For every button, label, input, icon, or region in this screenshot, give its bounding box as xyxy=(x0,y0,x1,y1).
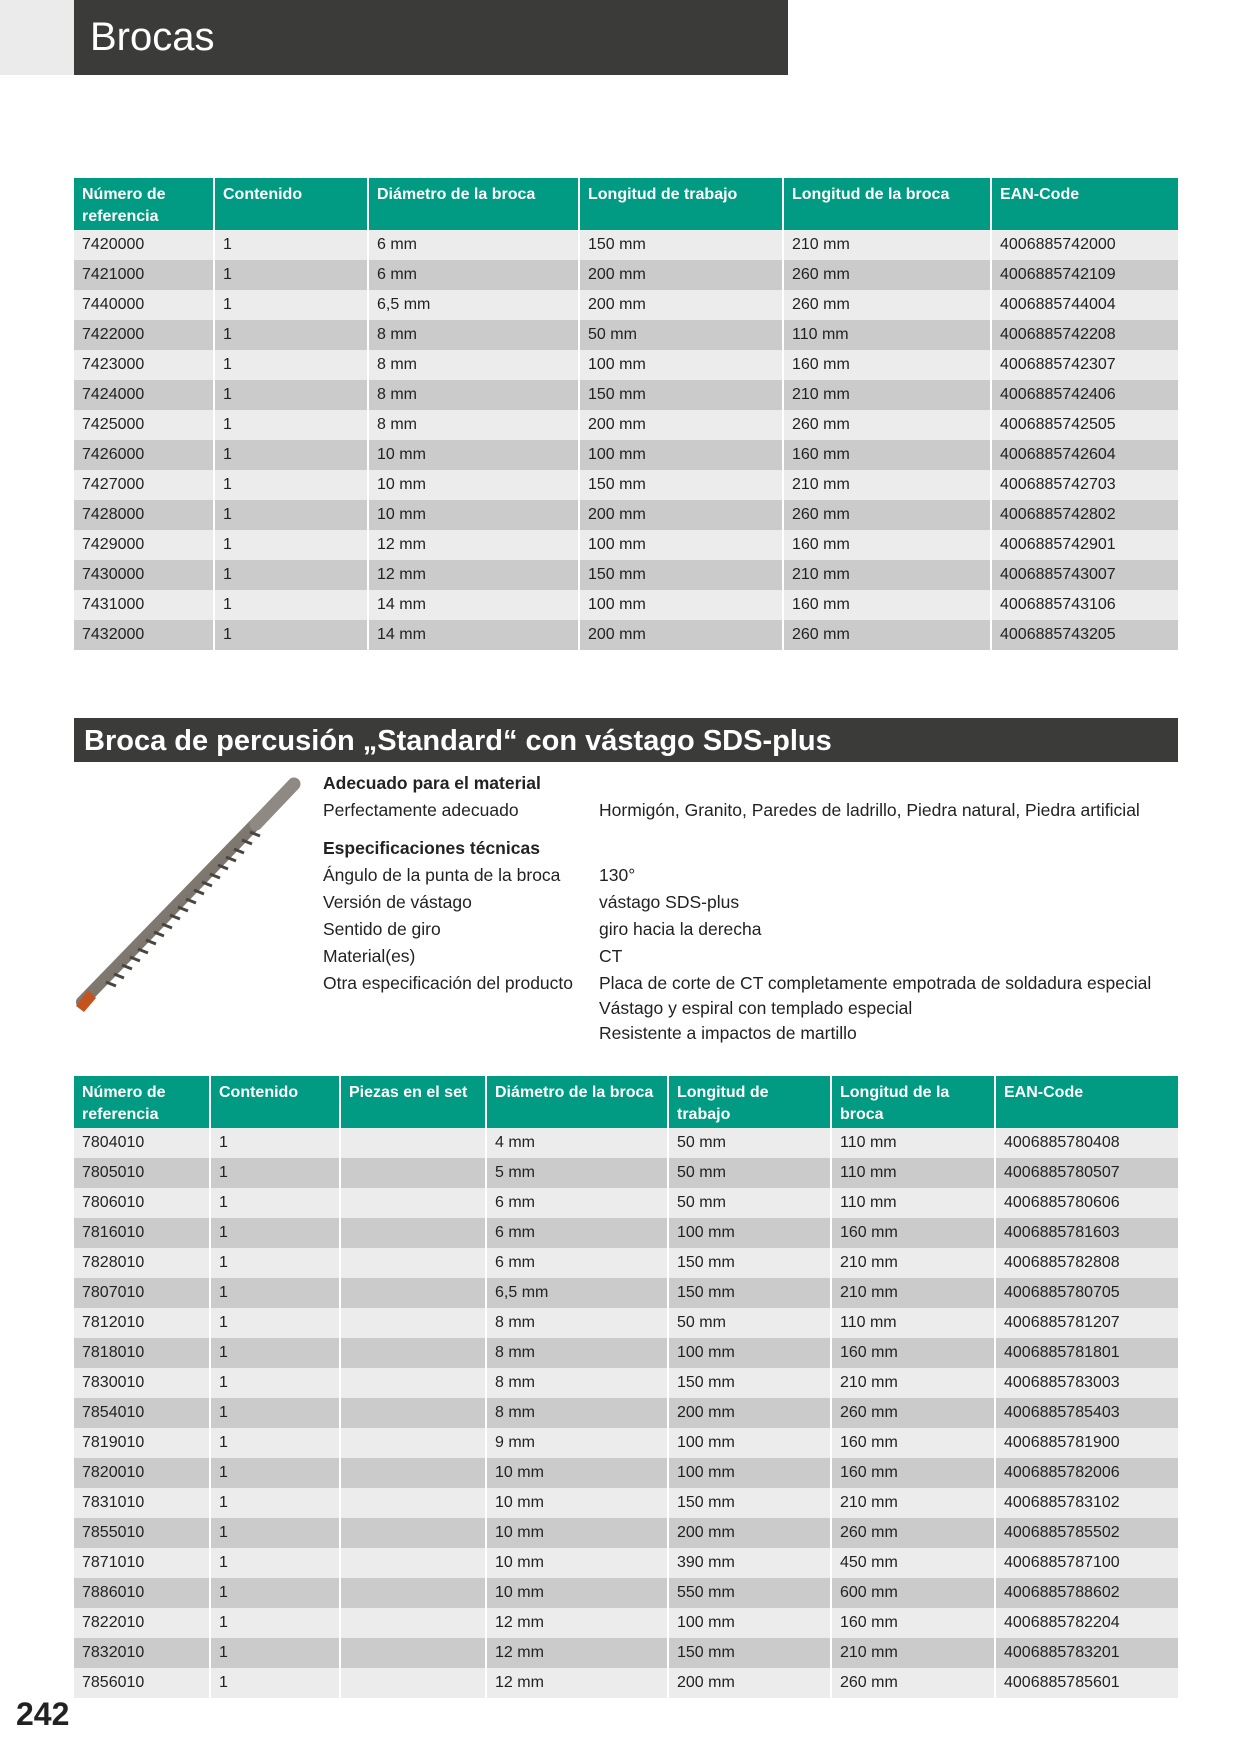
table-cell: 4006885785403 xyxy=(995,1398,1178,1428)
table-cell: 8 mm xyxy=(368,350,579,380)
table-cell: 260 mm xyxy=(831,1398,995,1428)
table-row xyxy=(74,470,1178,500)
table-cell: 260 mm xyxy=(783,290,991,320)
table-row xyxy=(74,350,1178,380)
table-cell: 8 mm xyxy=(486,1338,668,1368)
table-cell: 160 mm xyxy=(831,1218,995,1248)
table-cell xyxy=(340,1368,486,1398)
col-diameter: Diámetro de la broca xyxy=(368,178,579,230)
table-cell: 4006885743007 xyxy=(991,560,1178,590)
table-cell: 4006885785601 xyxy=(995,1668,1178,1698)
table-cell: 8 mm xyxy=(486,1368,668,1398)
table-row xyxy=(74,1158,1178,1188)
table-row xyxy=(74,1338,1178,1368)
table-cell: 4006885788602 xyxy=(995,1578,1178,1608)
table-cell: 210 mm xyxy=(831,1278,995,1308)
table-cell: 1 xyxy=(210,1398,340,1428)
material-heading: Adecuado para el material xyxy=(323,773,541,793)
table-cell: 1 xyxy=(210,1608,340,1638)
table-cell: 200 mm xyxy=(579,410,783,440)
table-cell: 260 mm xyxy=(831,1518,995,1548)
table-cell xyxy=(340,1218,486,1248)
table-cell: 7424000 xyxy=(74,380,214,410)
table-cell: 4006885781801 xyxy=(995,1338,1178,1368)
table-cell: 7818010 xyxy=(74,1338,210,1368)
table-cell: 110 mm xyxy=(831,1308,995,1338)
table-cell: 14 mm xyxy=(368,620,579,650)
table-cell: 10 mm xyxy=(368,500,579,530)
table-cell: 4006885780507 xyxy=(995,1158,1178,1188)
table-row xyxy=(74,1368,1178,1398)
table-row xyxy=(74,1638,1178,1668)
col-content: Contenido xyxy=(214,178,368,230)
table-cell: 1 xyxy=(210,1278,340,1308)
table-cell: 150 mm xyxy=(668,1248,831,1278)
table-cell: 4006885743106 xyxy=(991,590,1178,620)
table-cell: 260 mm xyxy=(831,1668,995,1698)
table-cell: 8 mm xyxy=(486,1308,668,1338)
table-cell: 160 mm xyxy=(783,530,991,560)
table-cell: 6 mm xyxy=(486,1248,668,1278)
table-cell: 260 mm xyxy=(783,500,991,530)
table-cell: 1 xyxy=(210,1488,340,1518)
table-cell: 7804010 xyxy=(74,1128,210,1158)
table-cell: 7820010 xyxy=(74,1458,210,1488)
table-row xyxy=(74,560,1178,590)
table-cell: 7856010 xyxy=(74,1668,210,1698)
col-reference: Número de referencia xyxy=(74,178,214,230)
table-cell: 4006885744004 xyxy=(991,290,1178,320)
table-cell: 210 mm xyxy=(831,1248,995,1278)
table-cell: 4006885742307 xyxy=(991,350,1178,380)
table-cell xyxy=(340,1548,486,1578)
table-cell: 1 xyxy=(214,530,368,560)
table-cell: 100 mm xyxy=(579,530,783,560)
table-cell: 7830010 xyxy=(74,1368,210,1398)
table-cell: 150 mm xyxy=(668,1488,831,1518)
table-cell: 4006885780408 xyxy=(995,1128,1178,1158)
table-cell: 1 xyxy=(214,590,368,620)
table-cell xyxy=(340,1308,486,1338)
table-cell: 7426000 xyxy=(74,440,214,470)
table-cell: 200 mm xyxy=(668,1398,831,1428)
table-cell: 4006885787100 xyxy=(995,1548,1178,1578)
table-cell: 1 xyxy=(210,1188,340,1218)
table-cell: 12 mm xyxy=(486,1668,668,1698)
table-cell: 150 mm xyxy=(579,560,783,590)
col-total-length: Longitud de la broca xyxy=(831,1076,995,1128)
page-title: Brocas xyxy=(74,0,788,75)
table-cell: 1 xyxy=(210,1638,340,1668)
table-cell: 160 mm xyxy=(831,1608,995,1638)
table-cell xyxy=(340,1608,486,1638)
table-cell: 7812010 xyxy=(74,1308,210,1338)
table-row xyxy=(74,1668,1178,1698)
table-cell xyxy=(340,1158,486,1188)
table-cell: 260 mm xyxy=(783,620,991,650)
table-cell xyxy=(340,1638,486,1668)
table-row xyxy=(74,1248,1178,1278)
table-cell: 1 xyxy=(210,1578,340,1608)
table-cell: 100 mm xyxy=(668,1458,831,1488)
table-cell: 4006885743205 xyxy=(991,620,1178,650)
table-cell: 4006885783201 xyxy=(995,1638,1178,1668)
spec-value-extra-1: Vástago y espiral con templado especial xyxy=(599,998,913,1018)
table-cell: 100 mm xyxy=(668,1218,831,1248)
table-row xyxy=(74,1218,1178,1248)
table-cell: 4006885783003 xyxy=(995,1368,1178,1398)
table-cell: 210 mm xyxy=(831,1488,995,1518)
table-cell: 7831010 xyxy=(74,1488,210,1518)
table-cell xyxy=(340,1398,486,1428)
table-row xyxy=(74,410,1178,440)
table-cell: 4006885780606 xyxy=(995,1188,1178,1218)
table-cell: 4006885782006 xyxy=(995,1458,1178,1488)
table-cell: 4006885782808 xyxy=(995,1248,1178,1278)
table-cell: 1 xyxy=(214,620,368,650)
table-body xyxy=(74,230,1178,650)
table-cell: 210 mm xyxy=(783,380,991,410)
table-row xyxy=(74,380,1178,410)
table-row xyxy=(74,620,1178,650)
table-header-row xyxy=(74,1076,1178,1128)
table-cell: 100 mm xyxy=(579,350,783,380)
table-row xyxy=(74,1578,1178,1608)
table-cell: 160 mm xyxy=(783,350,991,380)
table-cell: 7429000 xyxy=(74,530,214,560)
table-cell: 8 mm xyxy=(368,320,579,350)
table-cell: 160 mm xyxy=(831,1458,995,1488)
table-cell: 210 mm xyxy=(783,560,991,590)
table-cell: 7822010 xyxy=(74,1608,210,1638)
table-cell: 210 mm xyxy=(831,1638,995,1668)
table-cell xyxy=(340,1188,486,1218)
table-cell: 150 mm xyxy=(579,380,783,410)
table-cell: 7832010 xyxy=(74,1638,210,1668)
table-row xyxy=(74,1428,1178,1458)
table-cell: 4006885742802 xyxy=(991,500,1178,530)
table-header-row xyxy=(74,178,1178,230)
table-row xyxy=(74,1518,1178,1548)
table-cell: 6 mm xyxy=(486,1218,668,1248)
spec-value-shank: vástago SDS-plus xyxy=(599,892,740,912)
table-cell: 10 mm xyxy=(368,470,579,500)
table-cell: 160 mm xyxy=(831,1338,995,1368)
table-cell: 260 mm xyxy=(783,410,991,440)
table-cell: 210 mm xyxy=(831,1368,995,1398)
table-cell: 1 xyxy=(214,440,368,470)
table-row xyxy=(74,500,1178,530)
table-cell: 12 mm xyxy=(486,1638,668,1668)
table-cell: 1 xyxy=(210,1338,340,1368)
material-label: Perfectamente adecuado xyxy=(323,800,519,820)
table-row xyxy=(74,230,1178,260)
table-cell: 1 xyxy=(210,1158,340,1188)
table-cell: 1 xyxy=(214,410,368,440)
table-cell: 4006885785502 xyxy=(995,1518,1178,1548)
table-cell: 1 xyxy=(214,320,368,350)
table-row xyxy=(74,320,1178,350)
col-total-length: Longitud de la broca xyxy=(783,178,991,230)
table-cell: 10 mm xyxy=(486,1548,668,1578)
table-cell: 1 xyxy=(214,230,368,260)
spec-label-rotation: Sentido de giro xyxy=(323,919,441,939)
table-cell: 7421000 xyxy=(74,260,214,290)
table-cell: 4006885782204 xyxy=(995,1608,1178,1638)
table-cell: 6 mm xyxy=(368,260,579,290)
col-content: Contenido xyxy=(210,1076,340,1128)
table-row xyxy=(74,1128,1178,1158)
corner-tab xyxy=(0,0,74,75)
table-cell: 50 mm xyxy=(668,1128,831,1158)
table-cell: 7430000 xyxy=(74,560,214,590)
table-cell: 1 xyxy=(210,1458,340,1488)
col-diameter: Diámetro de la broca xyxy=(486,1076,668,1128)
table-cell: 12 mm xyxy=(486,1608,668,1638)
table-cell xyxy=(340,1578,486,1608)
table-cell: 210 mm xyxy=(783,470,991,500)
specs-heading: Especificaciones técnicas xyxy=(323,838,540,858)
table-cell: 1 xyxy=(210,1548,340,1578)
table-cell: 10 mm xyxy=(368,440,579,470)
table-cell: 4006885742703 xyxy=(991,470,1178,500)
table-cell: 1 xyxy=(214,470,368,500)
table-row xyxy=(74,1188,1178,1218)
table-row xyxy=(74,440,1178,470)
table-cell: 7431000 xyxy=(74,590,214,620)
table-cell: 1 xyxy=(214,350,368,380)
table-cell: 7828010 xyxy=(74,1248,210,1278)
table-cell: 7886010 xyxy=(74,1578,210,1608)
table-cell: 7440000 xyxy=(74,290,214,320)
table-cell xyxy=(340,1128,486,1158)
col-reference: Número de referencia xyxy=(74,1076,210,1128)
table-cell: 6 mm xyxy=(368,230,579,260)
drill-bit-spiral xyxy=(106,832,260,986)
table-cell: 200 mm xyxy=(668,1668,831,1698)
col-working-length: Longitud de trabajo xyxy=(579,178,783,230)
table-cell: 1 xyxy=(214,500,368,530)
table-cell: 7428000 xyxy=(74,500,214,530)
table-cell: 4006885742604 xyxy=(991,440,1178,470)
table-row xyxy=(74,1458,1178,1488)
table-cell: 50 mm xyxy=(668,1188,831,1218)
table-row xyxy=(74,1308,1178,1338)
table-cell: 4006885742109 xyxy=(991,260,1178,290)
table-cell: 1 xyxy=(214,290,368,320)
table-cell: 110 mm xyxy=(783,320,991,350)
table-cell: 1 xyxy=(214,260,368,290)
table-cell: 10 mm xyxy=(486,1458,668,1488)
table-cell: 4006885781603 xyxy=(995,1218,1178,1248)
table-cell: 12 mm xyxy=(368,560,579,590)
table-cell: 1 xyxy=(210,1248,340,1278)
table-cell: 4006885742505 xyxy=(991,410,1178,440)
material-value: Hormigón, Granito, Paredes de ladrillo, Piedra natural, Piedra artificial xyxy=(599,800,1140,820)
table-cell: 200 mm xyxy=(579,290,783,320)
table-cell: 8 mm xyxy=(486,1398,668,1428)
table-cell: 7807010 xyxy=(74,1278,210,1308)
table-cell: 150 mm xyxy=(668,1368,831,1398)
table-cell xyxy=(340,1428,486,1458)
product-table-1 xyxy=(74,178,1178,650)
spec-label-tip-angle: Ángulo de la punta de la broca xyxy=(323,865,561,885)
table-row xyxy=(74,1608,1178,1638)
drill-bit-body xyxy=(82,784,294,1002)
col-working-length: Longitud de trabajo xyxy=(668,1076,831,1128)
table-cell: 160 mm xyxy=(783,590,991,620)
table-cell: 100 mm xyxy=(668,1608,831,1638)
table-cell: 6,5 mm xyxy=(368,290,579,320)
table-cell: 4006885783102 xyxy=(995,1488,1178,1518)
table-cell: 4006885781900 xyxy=(995,1428,1178,1458)
table-cell: 260 mm xyxy=(783,260,991,290)
table-body xyxy=(74,1128,1178,1698)
table-cell: 200 mm xyxy=(579,500,783,530)
table-cell: 7805010 xyxy=(74,1158,210,1188)
table-row xyxy=(74,1488,1178,1518)
table-cell xyxy=(340,1668,486,1698)
table-cell: 50 mm xyxy=(668,1158,831,1188)
table-cell: 7425000 xyxy=(74,410,214,440)
table-cell: 7871010 xyxy=(74,1548,210,1578)
table-cell: 1 xyxy=(210,1368,340,1398)
table-cell: 4 mm xyxy=(486,1128,668,1158)
table-cell: 160 mm xyxy=(783,440,991,470)
table-cell: 12 mm xyxy=(368,530,579,560)
table-cell: 100 mm xyxy=(579,440,783,470)
table-cell: 100 mm xyxy=(579,590,783,620)
spec-value-extra-2: Resistente a impactos de martillo xyxy=(599,1023,857,1043)
table-cell: 100 mm xyxy=(668,1338,831,1368)
table-row xyxy=(74,530,1178,560)
table-cell: 9 mm xyxy=(486,1428,668,1458)
table-cell: 1 xyxy=(210,1668,340,1698)
table-cell: 110 mm xyxy=(831,1128,995,1158)
table-row xyxy=(74,1398,1178,1428)
table-cell: 10 mm xyxy=(486,1518,668,1548)
table-cell: 50 mm xyxy=(579,320,783,350)
spec-label-shank: Versión de vástago xyxy=(323,892,472,912)
table-cell: 7427000 xyxy=(74,470,214,500)
col-ean: EAN-Code xyxy=(995,1076,1178,1128)
table-cell: 200 mm xyxy=(579,620,783,650)
table-cell: 1 xyxy=(210,1128,340,1158)
table-cell: 210 mm xyxy=(783,230,991,260)
table-cell: 10 mm xyxy=(486,1578,668,1608)
table-cell: 7432000 xyxy=(74,620,214,650)
table-cell: 200 mm xyxy=(579,260,783,290)
section-title: Broca de percusión „Standard“ con vástago SDS-plus xyxy=(74,718,1178,762)
table-cell: 160 mm xyxy=(831,1428,995,1458)
table-cell: 4006885742901 xyxy=(991,530,1178,560)
spec-value-other: Placa de corte de CT completamente empotrada de soldadura especial xyxy=(599,973,1152,993)
table-cell: 4006885742406 xyxy=(991,380,1178,410)
spec-value-material: CT xyxy=(599,946,623,966)
spec-value-rotation: giro hacia la derecha xyxy=(599,919,762,939)
table-row xyxy=(74,260,1178,290)
table-cell: 390 mm xyxy=(668,1548,831,1578)
table-cell: 150 mm xyxy=(579,230,783,260)
table-cell: 5 mm xyxy=(486,1158,668,1188)
table-cell: 4006885742208 xyxy=(991,320,1178,350)
table-cell: 7855010 xyxy=(74,1518,210,1548)
col-pieces-in-set: Piezas en el set xyxy=(340,1076,486,1128)
table-cell: 14 mm xyxy=(368,590,579,620)
table-cell: 8 mm xyxy=(368,380,579,410)
page-number: 242 xyxy=(16,1696,70,1732)
table-cell xyxy=(340,1518,486,1548)
table-cell: 7854010 xyxy=(74,1398,210,1428)
table-row xyxy=(74,590,1178,620)
table-cell: 150 mm xyxy=(668,1638,831,1668)
table-cell: 7819010 xyxy=(74,1428,210,1458)
table-cell: 1 xyxy=(210,1218,340,1248)
col-ean: EAN-Code xyxy=(991,178,1178,230)
table-cell: 1 xyxy=(214,560,368,590)
table-cell: 7806010 xyxy=(74,1188,210,1218)
table-row xyxy=(74,290,1178,320)
table-cell xyxy=(340,1248,486,1278)
table-cell: 600 mm xyxy=(831,1578,995,1608)
table-cell: 6,5 mm xyxy=(486,1278,668,1308)
table-cell: 450 mm xyxy=(831,1548,995,1578)
table-cell: 8 mm xyxy=(368,410,579,440)
table-cell: 7816010 xyxy=(74,1218,210,1248)
table-cell xyxy=(340,1338,486,1368)
table-cell xyxy=(340,1278,486,1308)
table-cell: 1 xyxy=(210,1308,340,1338)
table-cell: 1 xyxy=(210,1428,340,1458)
table-cell: 550 mm xyxy=(668,1578,831,1608)
table-cell: 1 xyxy=(214,380,368,410)
product-table-2 xyxy=(74,1076,1178,1698)
table-cell: 10 mm xyxy=(486,1488,668,1518)
spec-label-other: Otra especificación del producto xyxy=(323,973,573,993)
table-cell: 7422000 xyxy=(74,320,214,350)
table-cell: 150 mm xyxy=(579,470,783,500)
table-cell xyxy=(340,1488,486,1518)
table-cell: 110 mm xyxy=(831,1158,995,1188)
table-cell: 100 mm xyxy=(668,1428,831,1458)
sds-drill-bit-image xyxy=(74,776,302,1012)
spec-label-material: Material(es) xyxy=(323,946,416,966)
table-cell xyxy=(340,1458,486,1488)
table-cell: 4006885781207 xyxy=(995,1308,1178,1338)
table-row xyxy=(74,1548,1178,1578)
table-cell: 6 mm xyxy=(486,1188,668,1218)
table-cell: 4006885742000 xyxy=(991,230,1178,260)
table-cell: 110 mm xyxy=(831,1188,995,1218)
spec-value-tip-angle: 130° xyxy=(599,865,636,885)
table-cell: 50 mm xyxy=(668,1308,831,1338)
table-cell: 4006885780705 xyxy=(995,1278,1178,1308)
table-cell: 1 xyxy=(210,1518,340,1548)
table-cell: 200 mm xyxy=(668,1518,831,1548)
table-row xyxy=(74,1278,1178,1308)
table-cell: 7420000 xyxy=(74,230,214,260)
table-cell: 150 mm xyxy=(668,1278,831,1308)
table-cell: 7423000 xyxy=(74,350,214,380)
